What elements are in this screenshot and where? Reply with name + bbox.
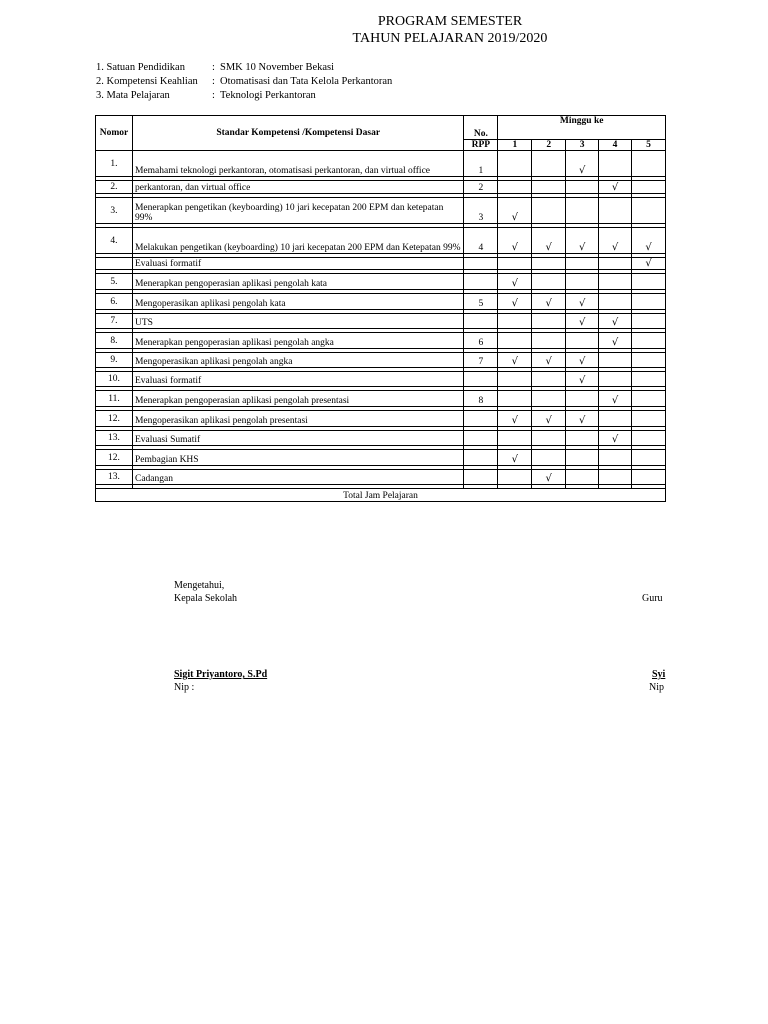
table-row — [96, 353, 666, 368]
week-3-cell — [566, 314, 599, 329]
row-number: 13. — [96, 431, 133, 446]
week-5-cell — [632, 353, 666, 368]
row-number: 3. — [96, 198, 133, 224]
row-number: 12. — [96, 411, 133, 427]
row-kompetensi: Menerapkan pengetikan (keyboarding) 10 jari kecepatan 200 EPM dan ketepatan 99% — [132, 198, 463, 224]
week-3-cell — [566, 353, 599, 368]
week-4-cell — [599, 391, 632, 407]
principal-name: Sigit Priyantoro, S.Pd — [174, 669, 268, 680]
table-row — [96, 314, 666, 329]
row-rpp — [464, 450, 498, 466]
row-number: 13. — [96, 470, 133, 485]
header-week-2: 2 — [532, 140, 566, 151]
header-minggu: Minggu ke — [498, 116, 666, 140]
week-2-cell — [532, 353, 566, 368]
check-mark: √ — [545, 298, 552, 309]
info-value: SMK 10 November Bekasi — [220, 62, 335, 73]
check-mark: √ — [511, 212, 518, 223]
row-number: 2. — [96, 181, 133, 194]
table-row — [96, 181, 666, 194]
check-mark: √ — [578, 242, 586, 253]
week-2-cell — [532, 198, 566, 224]
check-mark: √ — [511, 415, 518, 426]
week-3-cell — [566, 151, 599, 177]
program-semester-table — [95, 115, 666, 502]
week-4-cell — [599, 314, 632, 329]
week-1-cell — [498, 431, 532, 446]
week-4-cell — [599, 151, 632, 177]
week-4-cell — [599, 353, 632, 368]
table-row — [96, 470, 666, 485]
row-kompetensi: Cadangan — [132, 470, 463, 485]
table-row — [96, 198, 666, 224]
header-week-1: 1 — [498, 140, 532, 151]
week-1-cell — [498, 258, 532, 270]
week-2-cell — [532, 181, 566, 194]
week-3-cell — [566, 391, 599, 407]
week-5-cell — [632, 333, 666, 349]
table-row — [96, 294, 666, 310]
week-1-cell — [498, 181, 532, 194]
table-row — [96, 411, 666, 427]
row-kompetensi: Mengoperasikan aplikasi pengolah presentasi — [132, 411, 463, 427]
info-value: Otomatisasi dan Tata Kelola Perkantoran — [220, 76, 393, 87]
week-1-cell — [498, 274, 532, 290]
week-5-cell — [632, 314, 666, 329]
row-kompetensi: Menerapkan pengoperasian aplikasi pengolah angka — [132, 333, 463, 349]
week-2-cell — [532, 333, 566, 349]
week-3-cell — [566, 274, 599, 290]
header-week-3: 3 — [566, 140, 599, 151]
header-kompetensi: Standar Kompetensi /Kompetensi Dasar — [132, 116, 463, 151]
header-no: No. — [464, 116, 498, 140]
row-kompetensi: Evaluasi formatif — [132, 258, 463, 270]
row-rpp: 6 — [464, 333, 498, 349]
row-kompetensi: Menerapkan pengoperasian aplikasi pengolah kata — [132, 274, 463, 290]
week-4-cell — [599, 333, 632, 349]
row-kompetensi: Memahami teknologi perkantoran, otomatisasi perkantoran, dan virtual office — [132, 151, 463, 177]
row-number: 8. — [96, 333, 133, 349]
row-number: 12. — [96, 450, 133, 466]
row-number: 6. — [96, 294, 133, 310]
row-rpp — [464, 431, 498, 446]
week-2-cell — [532, 411, 566, 427]
week-1-cell — [498, 450, 532, 466]
check-mark: √ — [611, 242, 619, 253]
page-subtitle: TAHUN PELAJARAN 2019/2020 — [352, 31, 548, 46]
week-5-cell — [632, 411, 666, 427]
info-label: 2. Kompetensi Keahlian — [96, 76, 198, 87]
info-row — [96, 61, 334, 75]
check-mark: √ — [611, 395, 619, 406]
row-kompetensi: Melakukan pengetikan (keyboarding) 10 jari kecepatan 200 EPM dan Ketepatan 99% — [132, 228, 463, 254]
row-rpp — [464, 314, 498, 329]
row-number: 5. — [96, 274, 133, 290]
week-4-cell — [599, 411, 632, 427]
row-number: 7. — [96, 314, 133, 329]
info-row — [96, 75, 392, 89]
total-row — [96, 489, 666, 502]
info-label: 3. Mata Pelajaran — [96, 90, 170, 101]
week-1-cell — [498, 333, 532, 349]
table-row — [96, 333, 666, 349]
week-3-cell — [566, 228, 599, 254]
table-row — [96, 372, 666, 387]
total-label: Total Jam Pelajaran — [96, 489, 666, 502]
info-separator: : — [212, 76, 215, 87]
teacher-name: Syi — [652, 669, 666, 680]
row-rpp: 7 — [464, 353, 498, 368]
week-2-cell — [532, 450, 566, 466]
week-2-cell — [532, 470, 566, 485]
check-mark: √ — [611, 337, 619, 348]
row-number: 1. — [96, 151, 133, 177]
week-3-cell — [566, 333, 599, 349]
row-rpp: 1 — [464, 151, 498, 177]
info-separator: : — [212, 90, 215, 101]
table-row — [96, 228, 666, 254]
week-1-cell — [498, 314, 532, 329]
check-mark: √ — [511, 298, 518, 309]
week-5-cell — [632, 151, 666, 177]
check-mark: √ — [511, 356, 518, 367]
header-nomor: Nomor — [96, 116, 133, 151]
week-5-cell — [632, 372, 666, 387]
week-4-cell — [599, 274, 632, 290]
week-4-cell — [599, 228, 632, 254]
signature-left-name-block — [174, 668, 267, 694]
week-1-cell — [498, 151, 532, 177]
table-row — [96, 450, 666, 466]
row-kompetensi: Mengoperasikan aplikasi pengolah angka — [132, 353, 463, 368]
signature-left-block — [174, 579, 237, 605]
week-4-cell — [599, 372, 632, 387]
signature-left-line2: Kepala Sekolah — [174, 593, 238, 604]
row-number: 10. — [96, 372, 133, 387]
week-2-cell — [532, 151, 566, 177]
principal-nip: Nip : — [174, 682, 195, 693]
week-5-cell — [632, 258, 666, 270]
week-3-cell — [566, 411, 599, 427]
page-title: PROGRAM SEMESTER — [377, 14, 523, 29]
info-label: 1. Satuan Pendidikan — [96, 62, 185, 73]
check-mark: √ — [578, 298, 586, 309]
check-mark: √ — [645, 258, 652, 269]
week-2-cell — [532, 391, 566, 407]
program-table-wrapper — [95, 115, 666, 535]
check-mark: √ — [545, 415, 552, 426]
table-row — [96, 274, 666, 290]
week-5-cell — [632, 294, 666, 310]
row-rpp: 3 — [464, 198, 498, 224]
check-mark: √ — [611, 182, 619, 193]
check-mark: √ — [545, 242, 552, 253]
header-week-5: 5 — [632, 140, 666, 151]
row-kompetensi: Menerapkan pengoperasian aplikasi pengolah presentasi — [132, 391, 463, 407]
row-kompetensi: Mengoperasikan aplikasi pengolah kata — [132, 294, 463, 310]
check-mark: √ — [645, 242, 652, 253]
week-5-cell — [632, 228, 666, 254]
check-mark: √ — [545, 473, 552, 484]
week-4-cell — [599, 258, 632, 270]
row-kompetensi: Pembagian KHS — [132, 450, 463, 466]
week-3-cell — [566, 181, 599, 194]
week-1-cell — [498, 470, 532, 485]
row-rpp: 5 — [464, 294, 498, 310]
info-row — [96, 89, 316, 103]
row-rpp: 4 — [464, 228, 498, 254]
row-number: 11. — [96, 391, 133, 407]
week-5-cell — [632, 470, 666, 485]
week-2-cell — [532, 258, 566, 270]
check-mark: √ — [511, 454, 518, 465]
row-number: 4. — [96, 228, 133, 254]
check-mark: √ — [578, 415, 586, 426]
teacher-nip: Nip — [649, 682, 664, 693]
week-5-cell — [632, 391, 666, 407]
week-2-cell — [532, 314, 566, 329]
week-1-cell — [498, 391, 532, 407]
week-1-cell — [498, 372, 532, 387]
check-mark: √ — [611, 434, 619, 445]
info-separator: : — [212, 62, 215, 73]
week-3-cell — [566, 294, 599, 310]
week-3-cell — [566, 258, 599, 270]
table-row — [96, 258, 666, 270]
check-mark: √ — [578, 317, 586, 328]
week-4-cell — [599, 198, 632, 224]
row-kompetensi: Evaluasi formatif — [132, 372, 463, 387]
week-2-cell — [532, 294, 566, 310]
check-mark: √ — [545, 356, 552, 367]
week-5-cell — [632, 181, 666, 194]
signature-right-block — [642, 592, 663, 605]
row-kompetensi: perkantoran, dan virtual office — [132, 181, 463, 194]
week-5-cell — [632, 274, 666, 290]
row-rpp — [464, 258, 498, 270]
week-2-cell — [532, 274, 566, 290]
week-5-cell — [632, 450, 666, 466]
week-1-cell — [498, 198, 532, 224]
week-1-cell — [498, 411, 532, 427]
header-week-4: 4 — [599, 140, 632, 151]
week-3-cell — [566, 470, 599, 485]
header-rpp: RPP — [464, 140, 498, 151]
week-1-cell — [498, 353, 532, 368]
week-2-cell — [532, 228, 566, 254]
check-mark: √ — [511, 278, 518, 289]
row-kompetensi: UTS — [132, 314, 463, 329]
check-mark: √ — [578, 375, 586, 386]
week-3-cell — [566, 450, 599, 466]
table-row — [96, 431, 666, 446]
check-mark: √ — [511, 242, 518, 253]
week-4-cell — [599, 431, 632, 446]
week-5-cell — [632, 431, 666, 446]
week-3-cell — [566, 198, 599, 224]
row-rpp — [464, 274, 498, 290]
week-1-cell — [498, 294, 532, 310]
week-3-cell — [566, 372, 599, 387]
row-number: 9. — [96, 353, 133, 368]
row-rpp — [464, 470, 498, 485]
week-4-cell — [599, 181, 632, 194]
row-number — [96, 258, 133, 270]
signature-right-name-block — [649, 668, 666, 694]
week-3-cell — [566, 431, 599, 446]
week-2-cell — [532, 431, 566, 446]
week-5-cell — [632, 198, 666, 224]
week-1-cell — [498, 228, 532, 254]
row-kompetensi: Evaluasi Sumatif — [132, 431, 463, 446]
table-row — [96, 151, 666, 177]
check-mark: √ — [578, 165, 586, 176]
row-rpp — [464, 411, 498, 427]
signature-left-line1: Mengetahui, — [174, 580, 225, 591]
week-4-cell — [599, 470, 632, 485]
check-mark: √ — [611, 317, 619, 328]
signature-right-line1: Guru — [642, 593, 663, 604]
row-rpp: 8 — [464, 391, 498, 407]
week-4-cell — [599, 450, 632, 466]
week-2-cell — [532, 372, 566, 387]
info-value: Teknologi Perkantoran — [220, 90, 316, 101]
check-mark: √ — [578, 356, 586, 367]
row-rpp: 2 — [464, 181, 498, 194]
table-row — [96, 391, 666, 407]
week-4-cell — [599, 294, 632, 310]
row-rpp — [464, 372, 498, 387]
